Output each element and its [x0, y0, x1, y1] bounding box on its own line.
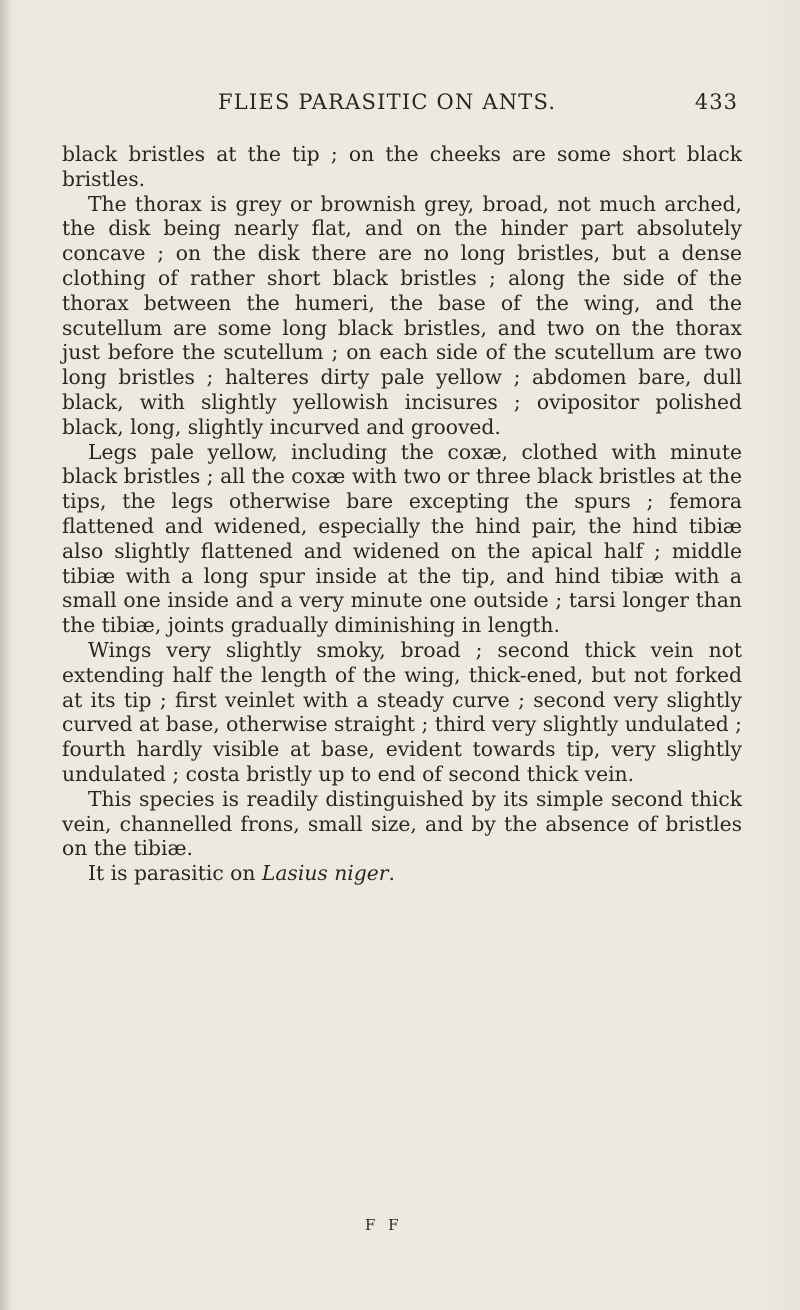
- paragraph-diagnosis: This species is readily distinguished by its simple second thick vein, channelled frons, small size, and by the absence of bristles on the tibiæ.: [62, 786, 742, 861]
- running-head-title: FLIES PARASITIC ON ANTS.: [218, 90, 557, 114]
- paragraph-wings: Wings very slightly smoky, broad ; second thick vein not extending half the length of the wing, thick-ened, but not forked at its tip ; first veinlet with a steady curve ; second very slightly curved at base, otherwise straight ; third very slightly undulated ; fourth hardly visible at base, evident towards tip, very slightly undulated ; costa bristly up to end of second thick vein.: [62, 637, 742, 786]
- host-prefix: It is parasitic on: [88, 861, 262, 886]
- host-suffix: .: [388, 861, 395, 886]
- binding-shadow: [0, 0, 12, 1310]
- signature-mark: F F: [365, 1216, 403, 1234]
- page-number: 433: [694, 90, 738, 114]
- host-species: Lasius niger: [261, 861, 389, 886]
- body-text: [62, 142, 742, 886]
- paragraph-thorax: The thorax is grey or brownish grey, broad, not much arched, the disk being nearly flat, and on the hinder part absolutely concave ; on the disk there are no long bristles, but a dense clothing of rather short black bristles ; along the side of the thorax between the humeri, the base of the wing, and the scutellum are some long black bristles, and two on the thorax just before the scutellum ; on each side of the scutellum are two long bristles ; halteres dirty pale yellow ; abdomen bare, dull black, with slightly yellowish incisures ; ovipositor polished black, long, slightly incurved and grooved.: [62, 191, 742, 439]
- running-head: [218, 90, 738, 124]
- paragraph-continuation: black bristles at the tip ; on the cheeks are some short black bristles.: [62, 142, 742, 191]
- paragraph-legs: Legs pale yellow, including the coxæ, clothed with minute black bristles ; all the coxæ with two or three black bristles at the tips, the legs otherwise bare excepting the spurs ; femora flattened and widened, especially the hind pair, the hind tibiæ also slightly flattened and widened on the apical half ; middle tibiæ with a long spur inside at the tip, and hind tibiæ with a small one inside and a very minute one outside ; tarsi longer than the tibiæ, joints gradually diminishing in length.: [62, 439, 742, 638]
- paragraph-host: [62, 861, 742, 886]
